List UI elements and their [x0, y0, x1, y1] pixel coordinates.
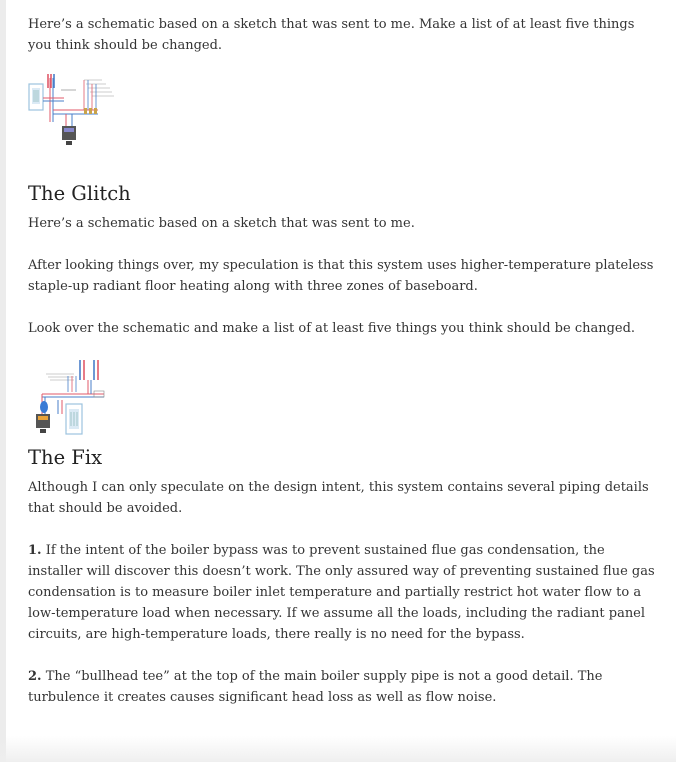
fix-item-2: [28, 666, 656, 708]
glitch-paragraph-3: Look over the schematic and make a list of at least five things you think should be changed.: [28, 321, 636, 336]
fix-item-1: [28, 540, 656, 645]
bottom-fade: [0, 736, 676, 762]
glitch-paragraph-1: Here’s a schematic based on a sketch that was sent to me.: [28, 216, 415, 231]
fix-heading: The Fix: [28, 446, 103, 469]
fix-item-2-number: 2.: [28, 669, 42, 684]
schematic-thumbnail-revised[interactable]: [28, 358, 108, 440]
fix-item-1-number: 1.: [28, 543, 42, 558]
fix-item-2-text: The “bullhead tee” at the top of the main boiler supply pipe is not a good detail. The turbulence it creates causes significant head loss as well as flow noise.: [28, 669, 603, 705]
article-body: [28, 14, 656, 708]
fix-paragraph-1: Although I can only speculate on the design intent, this system contains several piping details that should be avoided.: [28, 480, 649, 516]
fix-item-1-text: If the intent of the boiler bypass was to prevent sustained flue gas condensation, the installer will discover this doesn’t work. The only assured way of preventing sustained flue gas condensation is to measure boiler inlet temperature and partially restrict hot water flow to a low-temperature load when necessary. If we assume all the loads, including the radiant panel circuits, are high-temperature loads, there really is no need for the bypass.: [28, 543, 655, 642]
schematic-thumbnail-original[interactable]: [28, 70, 118, 150]
left-edge-bar: [0, 0, 6, 762]
glitch-heading: The Glitch: [28, 182, 131, 205]
intro-paragraph: Here’s a schematic based on a sketch that was sent to me. Make a list of at least five things you think should be changed.: [28, 17, 635, 53]
glitch-paragraph-2: After looking things over, my speculation is that this system uses higher-temperature plateless staple-up radiant floor heating along with three zones of baseboard.: [28, 258, 654, 294]
